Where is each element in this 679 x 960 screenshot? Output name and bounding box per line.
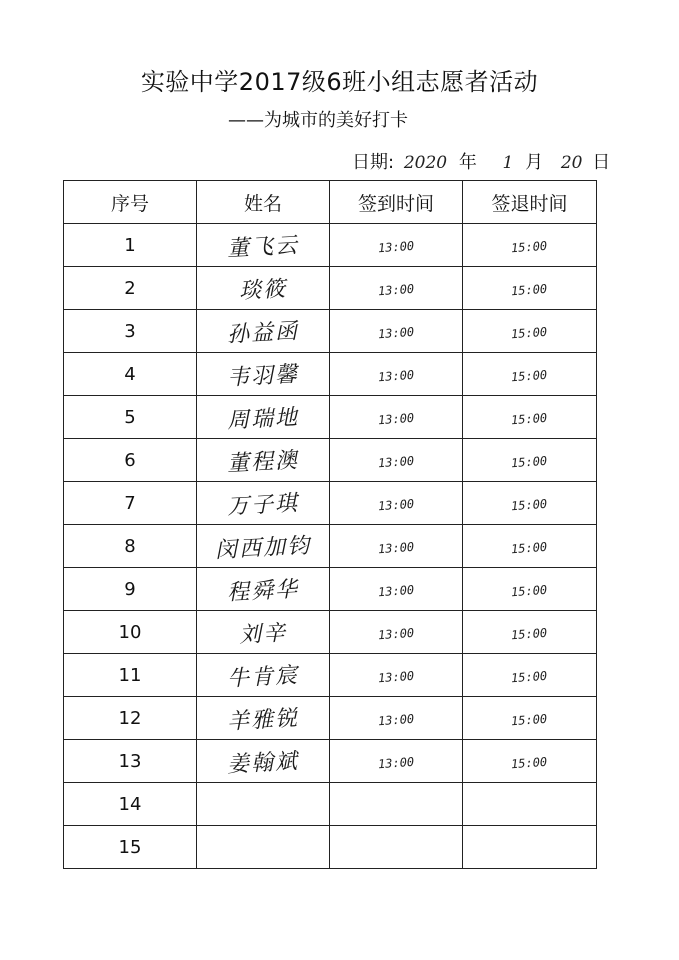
serial-no-cell: 4: [64, 353, 197, 396]
table-row: [64, 224, 597, 267]
table-row: [64, 396, 597, 439]
handwritten-time: 15:00: [510, 711, 549, 728]
serial-no-cell: 3: [64, 310, 197, 353]
serial-no-cell: 8: [64, 525, 197, 568]
check-in-cell: [330, 267, 463, 310]
table-row: [64, 611, 597, 654]
check-in-cell: [330, 353, 463, 396]
serial-no-cell: 9: [64, 568, 197, 611]
signature-cell: [197, 353, 330, 396]
signature-cell: [197, 310, 330, 353]
table-row: [64, 525, 597, 568]
check-in-cell: [330, 568, 463, 611]
serial-no-cell: 1: [64, 224, 197, 267]
date-line: [352, 148, 610, 174]
document-subtitle: ——为城市的美好打卡: [228, 110, 408, 131]
check-out-cell: [463, 353, 597, 396]
serial-no-cell: 7: [64, 482, 197, 525]
handwritten-time: 13:00: [377, 668, 415, 685]
handwritten-time: 13:00: [377, 453, 415, 470]
check-out-cell: [463, 310, 597, 353]
handwritten-name: 程舜华: [226, 576, 300, 606]
handwritten-name: 刘辛: [238, 620, 288, 648]
handwritten-name: 韦羽馨: [226, 361, 300, 391]
signature-cell: [197, 482, 330, 525]
check-in-cell: [330, 783, 463, 826]
signature-cell: [197, 740, 330, 783]
handwritten-name: 姜翰斌: [226, 748, 300, 778]
check-out-cell: [463, 224, 597, 267]
header-check-in-time: 签到时间: [330, 181, 463, 224]
signature-cell: [197, 525, 330, 568]
document-title: 实验中学2017级6班小组志愿者活动: [140, 68, 539, 96]
table-row: [64, 482, 597, 525]
handwritten-time: 13:00: [377, 281, 415, 298]
serial-no-cell: 5: [64, 396, 197, 439]
check-in-cell: [330, 654, 463, 697]
check-in-cell: [330, 826, 463, 869]
handwritten-time: 15:00: [510, 539, 549, 556]
handwritten-time: 15:00: [510, 367, 549, 384]
handwritten-time: 13:00: [377, 754, 415, 771]
date-day: 20: [560, 153, 583, 173]
table-row: [64, 267, 597, 310]
handwritten-time: 15:00: [510, 324, 549, 341]
handwritten-time: 13:00: [377, 711, 415, 728]
handwritten-time: 15:00: [510, 238, 549, 255]
check-in-cell: [330, 611, 463, 654]
serial-no-cell: 10: [64, 611, 197, 654]
header-name: 姓名: [197, 181, 330, 224]
handwritten-time: 15:00: [510, 668, 549, 685]
handwritten-time: 15:00: [510, 281, 549, 298]
date-month: 1: [502, 153, 514, 173]
table-row: [64, 654, 597, 697]
attendance-table: [63, 180, 597, 869]
signature-cell: [197, 396, 330, 439]
handwritten-time: 13:00: [377, 410, 415, 427]
check-out-cell: [463, 783, 597, 826]
handwritten-name: 牛肯宸: [226, 662, 300, 692]
handwritten-time: 13:00: [377, 238, 415, 255]
check-out-cell: [463, 826, 597, 869]
serial-no-cell: 11: [64, 654, 197, 697]
table-header-row: [64, 181, 597, 224]
handwritten-time: 15:00: [510, 625, 549, 642]
check-in-cell: [330, 697, 463, 740]
check-out-cell: [463, 439, 597, 482]
table-row: [64, 568, 597, 611]
check-out-cell: [463, 396, 597, 439]
check-out-cell: [463, 654, 597, 697]
header-serial-no: 序号: [64, 181, 197, 224]
date-day-unit: 日: [592, 152, 611, 173]
handwritten-name: 琰筱: [238, 276, 288, 304]
check-in-cell: [330, 310, 463, 353]
handwritten-time: 15:00: [510, 582, 549, 599]
handwritten-time: 13:00: [377, 367, 415, 384]
handwritten-name: 董飞云: [226, 232, 300, 262]
check-out-cell: [463, 482, 597, 525]
serial-no-cell: 2: [64, 267, 197, 310]
handwritten-name: 孙益函: [226, 318, 300, 348]
serial-no-cell: 14: [64, 783, 197, 826]
signature-cell: [197, 697, 330, 740]
check-out-cell: [463, 525, 597, 568]
table-row: [64, 439, 597, 482]
handwritten-name: 周瑞地: [226, 404, 300, 434]
handwritten-time: 13:00: [377, 324, 415, 341]
serial-no-cell: 15: [64, 826, 197, 869]
date-month-unit: 月: [525, 152, 544, 173]
table-row: [64, 697, 597, 740]
handwritten-time: 15:00: [510, 754, 549, 771]
signature-cell: [197, 783, 330, 826]
handwritten-time: 15:00: [510, 453, 549, 470]
handwritten-name: 万子琪: [226, 490, 300, 520]
check-out-cell: [463, 697, 597, 740]
date-year-unit: 年: [458, 152, 477, 173]
check-in-cell: [330, 439, 463, 482]
signature-cell: [197, 568, 330, 611]
handwritten-time: 15:00: [510, 410, 549, 427]
handwritten-name: 闵西加钧: [214, 533, 312, 563]
table-row: [64, 353, 597, 396]
header-check-out-time: 签退时间: [463, 181, 597, 224]
check-in-cell: [330, 740, 463, 783]
signature-cell: [197, 654, 330, 697]
signature-cell: [197, 439, 330, 482]
table-row: [64, 740, 597, 783]
handwritten-time: 15:00: [510, 496, 549, 513]
signature-cell: [197, 267, 330, 310]
check-in-cell: [330, 396, 463, 439]
handwritten-time: 13:00: [377, 496, 415, 513]
check-out-cell: [463, 267, 597, 310]
check-out-cell: [463, 740, 597, 783]
handwritten-name: 董程澳: [226, 447, 300, 477]
signature-cell: [197, 611, 330, 654]
check-out-cell: [463, 568, 597, 611]
date-label: 日期:: [352, 152, 395, 173]
handwritten-time: 13:00: [377, 625, 415, 642]
table-row: [64, 826, 597, 869]
table-row: [64, 783, 597, 826]
signature-cell: [197, 224, 330, 267]
handwritten-time: 13:00: [377, 582, 415, 599]
table-row: [64, 310, 597, 353]
handwritten-name: 羊雅锐: [226, 705, 300, 735]
check-in-cell: [330, 525, 463, 568]
check-out-cell: [463, 611, 597, 654]
date-year: 2020: [403, 153, 448, 173]
serial-no-cell: 6: [64, 439, 197, 482]
signature-cell: [197, 826, 330, 869]
serial-no-cell: 12: [64, 697, 197, 740]
handwritten-time: 13:00: [377, 539, 415, 556]
serial-no-cell: 13: [64, 740, 197, 783]
check-in-cell: [330, 482, 463, 525]
check-in-cell: [330, 224, 463, 267]
